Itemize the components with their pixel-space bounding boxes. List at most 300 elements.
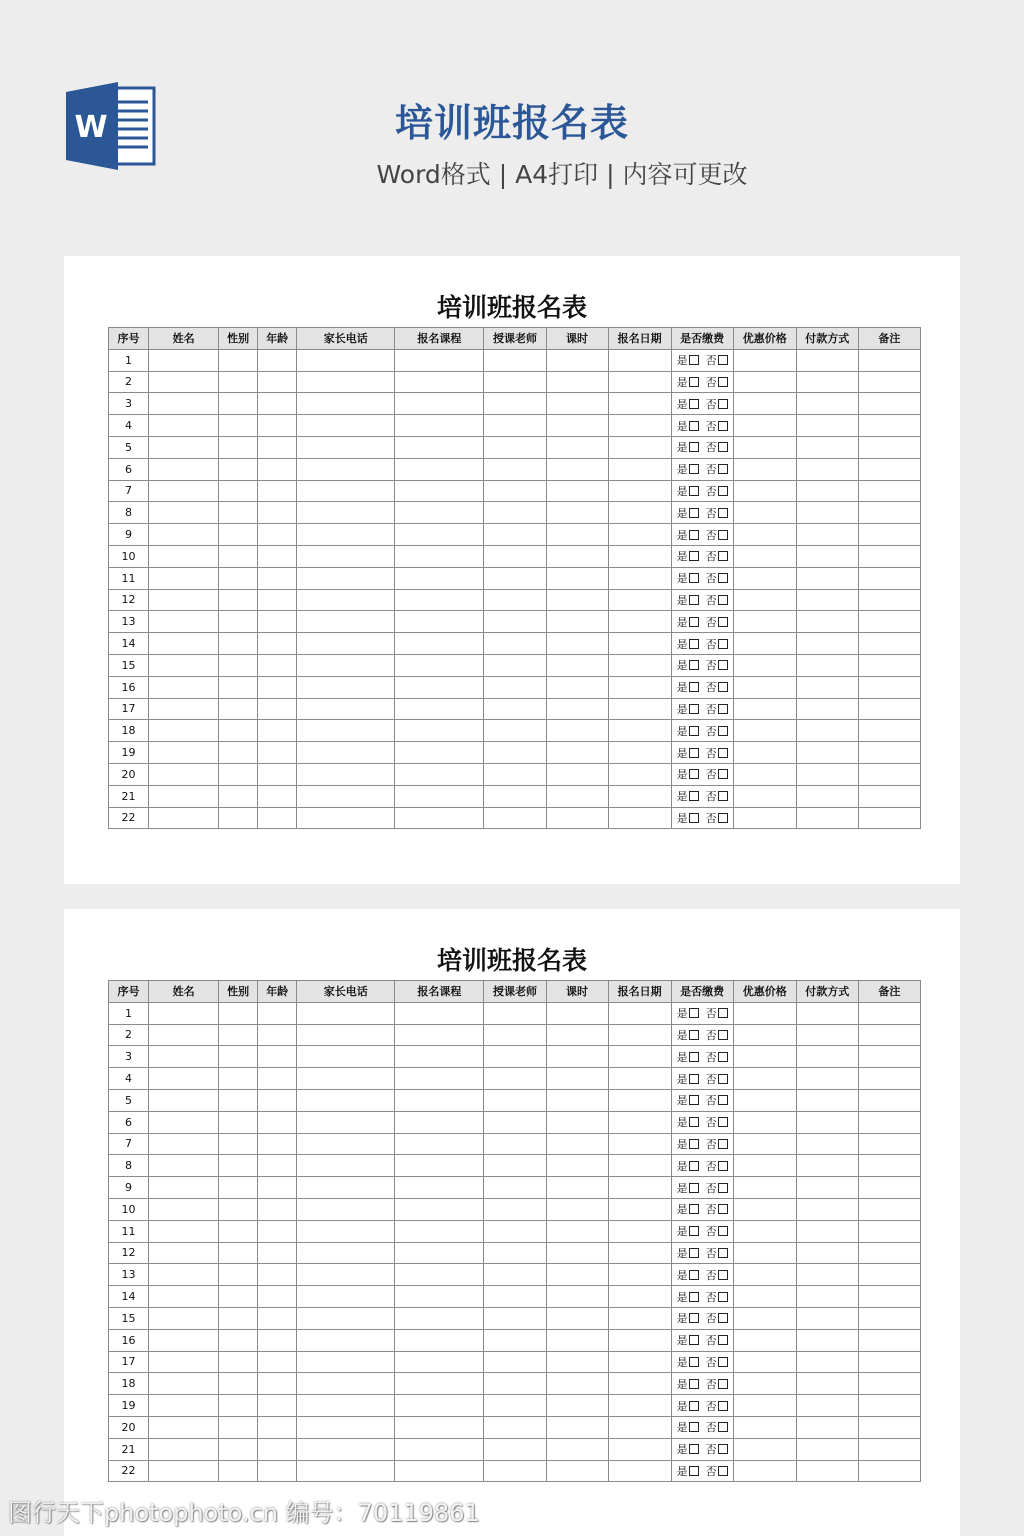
empty-cell[interactable]	[149, 545, 219, 567]
empty-cell[interactable]	[297, 1416, 395, 1438]
empty-cell[interactable]	[546, 1307, 608, 1329]
empty-cell[interactable]	[608, 436, 671, 458]
empty-cell[interactable]	[733, 1351, 796, 1373]
empty-cell[interactable]	[858, 1395, 920, 1417]
paid-yes-checkbox[interactable]	[689, 682, 699, 692]
empty-cell[interactable]	[395, 785, 484, 807]
paid-yes-checkbox[interactable]	[689, 1095, 699, 1105]
empty-cell[interactable]	[608, 1220, 671, 1242]
empty-cell[interactable]	[608, 415, 671, 437]
empty-cell[interactable]	[258, 545, 297, 567]
empty-cell[interactable]	[546, 524, 608, 546]
empty-cell[interactable]	[297, 1460, 395, 1482]
empty-cell[interactable]	[258, 1002, 297, 1024]
empty-cell[interactable]	[219, 1264, 258, 1286]
empty-cell[interactable]	[395, 1307, 484, 1329]
empty-cell[interactable]	[733, 1177, 796, 1199]
empty-cell[interactable]	[858, 589, 920, 611]
empty-cell[interactable]	[395, 807, 484, 829]
empty-cell[interactable]	[608, 698, 671, 720]
empty-cell[interactable]	[149, 1024, 219, 1046]
empty-cell[interactable]	[484, 1089, 546, 1111]
empty-cell[interactable]	[219, 393, 258, 415]
paid-yes-checkbox[interactable]	[689, 791, 699, 801]
empty-cell[interactable]	[219, 1438, 258, 1460]
paid-yes-checkbox[interactable]	[689, 464, 699, 474]
empty-cell[interactable]	[258, 415, 297, 437]
empty-cell[interactable]	[395, 1024, 484, 1046]
paid-yes-checkbox[interactable]	[689, 1183, 699, 1193]
empty-cell[interactable]	[297, 698, 395, 720]
empty-cell[interactable]	[149, 611, 219, 633]
empty-cell[interactable]	[395, 1220, 484, 1242]
empty-cell[interactable]	[608, 1089, 671, 1111]
empty-cell[interactable]	[733, 611, 796, 633]
paid-yes-checkbox[interactable]	[689, 573, 699, 583]
empty-cell[interactable]	[149, 415, 219, 437]
empty-cell[interactable]	[858, 785, 920, 807]
empty-cell[interactable]	[395, 742, 484, 764]
empty-cell[interactable]	[733, 524, 796, 546]
paid-no-checkbox[interactable]	[718, 1204, 728, 1214]
empty-cell[interactable]	[219, 1111, 258, 1133]
paid-no-checkbox[interactable]	[718, 1270, 728, 1280]
empty-cell[interactable]	[297, 1133, 395, 1155]
empty-cell[interactable]	[546, 1438, 608, 1460]
empty-cell[interactable]	[484, 785, 546, 807]
empty-cell[interactable]	[219, 415, 258, 437]
empty-cell[interactable]	[546, 393, 608, 415]
empty-cell[interactable]	[297, 458, 395, 480]
paid-no-checkbox[interactable]	[718, 1226, 728, 1236]
empty-cell[interactable]	[796, 371, 858, 393]
empty-cell[interactable]	[149, 807, 219, 829]
empty-cell[interactable]	[258, 1438, 297, 1460]
paid-yes-checkbox[interactable]	[689, 769, 699, 779]
empty-cell[interactable]	[733, 458, 796, 480]
empty-cell[interactable]	[297, 415, 395, 437]
empty-cell[interactable]	[484, 1264, 546, 1286]
empty-cell[interactable]	[546, 1155, 608, 1177]
empty-cell[interactable]	[297, 1351, 395, 1373]
empty-cell[interactable]	[297, 720, 395, 742]
empty-cell[interactable]	[796, 480, 858, 502]
empty-cell[interactable]	[733, 720, 796, 742]
empty-cell[interactable]	[149, 436, 219, 458]
empty-cell[interactable]	[733, 1002, 796, 1024]
empty-cell[interactable]	[858, 1111, 920, 1133]
empty-cell[interactable]	[149, 1198, 219, 1220]
empty-cell[interactable]	[297, 1395, 395, 1417]
empty-cell[interactable]	[858, 524, 920, 546]
empty-cell[interactable]	[395, 1155, 484, 1177]
empty-cell[interactable]	[858, 1351, 920, 1373]
empty-cell[interactable]	[258, 458, 297, 480]
empty-cell[interactable]	[484, 1438, 546, 1460]
empty-cell[interactable]	[733, 676, 796, 698]
paid-no-checkbox[interactable]	[718, 377, 728, 387]
empty-cell[interactable]	[258, 436, 297, 458]
empty-cell[interactable]	[796, 1416, 858, 1438]
paid-no-checkbox[interactable]	[718, 1052, 728, 1062]
paid-no-checkbox[interactable]	[718, 421, 728, 431]
empty-cell[interactable]	[608, 1046, 671, 1068]
paid-no-checkbox[interactable]	[718, 355, 728, 365]
empty-cell[interactable]	[395, 1329, 484, 1351]
empty-cell[interactable]	[796, 611, 858, 633]
paid-no-checkbox[interactable]	[718, 486, 728, 496]
paid-yes-checkbox[interactable]	[689, 421, 699, 431]
empty-cell[interactable]	[297, 589, 395, 611]
empty-cell[interactable]	[149, 1133, 219, 1155]
empty-cell[interactable]	[258, 1177, 297, 1199]
paid-no-checkbox[interactable]	[718, 1139, 728, 1149]
empty-cell[interactable]	[796, 1307, 858, 1329]
empty-cell[interactable]	[546, 1416, 608, 1438]
empty-cell[interactable]	[258, 1264, 297, 1286]
empty-cell[interactable]	[219, 633, 258, 655]
empty-cell[interactable]	[484, 1046, 546, 1068]
empty-cell[interactable]	[297, 1307, 395, 1329]
empty-cell[interactable]	[297, 1089, 395, 1111]
empty-cell[interactable]	[608, 545, 671, 567]
empty-cell[interactable]	[395, 415, 484, 437]
empty-cell[interactable]	[258, 742, 297, 764]
empty-cell[interactable]	[297, 1111, 395, 1133]
empty-cell[interactable]	[608, 1111, 671, 1133]
empty-cell[interactable]	[796, 1351, 858, 1373]
empty-cell[interactable]	[858, 1155, 920, 1177]
paid-no-checkbox[interactable]	[718, 813, 728, 823]
empty-cell[interactable]	[858, 349, 920, 371]
empty-cell[interactable]	[546, 545, 608, 567]
empty-cell[interactable]	[219, 1220, 258, 1242]
empty-cell[interactable]	[395, 545, 484, 567]
paid-no-checkbox[interactable]	[718, 1008, 728, 1018]
empty-cell[interactable]	[258, 676, 297, 698]
paid-no-checkbox[interactable]	[718, 1095, 728, 1105]
empty-cell[interactable]	[858, 1046, 920, 1068]
empty-cell[interactable]	[149, 589, 219, 611]
empty-cell[interactable]	[297, 1438, 395, 1460]
paid-yes-checkbox[interactable]	[689, 1204, 699, 1214]
paid-no-checkbox[interactable]	[718, 1292, 728, 1302]
empty-cell[interactable]	[149, 1111, 219, 1133]
paid-yes-checkbox[interactable]	[689, 377, 699, 387]
empty-cell[interactable]	[858, 654, 920, 676]
empty-cell[interactable]	[149, 654, 219, 676]
empty-cell[interactable]	[297, 1329, 395, 1351]
empty-cell[interactable]	[546, 1177, 608, 1199]
paid-no-checkbox[interactable]	[718, 1357, 728, 1367]
empty-cell[interactable]	[258, 1395, 297, 1417]
empty-cell[interactable]	[546, 1089, 608, 1111]
paid-no-checkbox[interactable]	[718, 748, 728, 758]
empty-cell[interactable]	[858, 415, 920, 437]
empty-cell[interactable]	[733, 1111, 796, 1133]
empty-cell[interactable]	[796, 567, 858, 589]
empty-cell[interactable]	[219, 1329, 258, 1351]
paid-yes-checkbox[interactable]	[689, 1466, 699, 1476]
empty-cell[interactable]	[149, 1395, 219, 1417]
empty-cell[interactable]	[858, 371, 920, 393]
paid-no-checkbox[interactable]	[718, 1422, 728, 1432]
empty-cell[interactable]	[796, 458, 858, 480]
empty-cell[interactable]	[858, 633, 920, 655]
empty-cell[interactable]	[258, 589, 297, 611]
empty-cell[interactable]	[733, 1395, 796, 1417]
empty-cell[interactable]	[258, 1460, 297, 1482]
empty-cell[interactable]	[796, 502, 858, 524]
empty-cell[interactable]	[796, 698, 858, 720]
empty-cell[interactable]	[796, 393, 858, 415]
paid-yes-checkbox[interactable]	[689, 1422, 699, 1432]
empty-cell[interactable]	[546, 480, 608, 502]
empty-cell[interactable]	[149, 1351, 219, 1373]
empty-cell[interactable]	[395, 720, 484, 742]
empty-cell[interactable]	[484, 654, 546, 676]
empty-cell[interactable]	[733, 480, 796, 502]
empty-cell[interactable]	[733, 1329, 796, 1351]
empty-cell[interactable]	[608, 502, 671, 524]
empty-cell[interactable]	[733, 1416, 796, 1438]
empty-cell[interactable]	[149, 1373, 219, 1395]
empty-cell[interactable]	[796, 1329, 858, 1351]
empty-cell[interactable]	[484, 1460, 546, 1482]
empty-cell[interactable]	[608, 1307, 671, 1329]
empty-cell[interactable]	[149, 458, 219, 480]
empty-cell[interactable]	[484, 524, 546, 546]
empty-cell[interactable]	[796, 1220, 858, 1242]
empty-cell[interactable]	[484, 633, 546, 655]
empty-cell[interactable]	[484, 1198, 546, 1220]
empty-cell[interactable]	[219, 611, 258, 633]
empty-cell[interactable]	[546, 633, 608, 655]
empty-cell[interactable]	[149, 1177, 219, 1199]
paid-no-checkbox[interactable]	[718, 1379, 728, 1389]
empty-cell[interactable]	[219, 567, 258, 589]
empty-cell[interactable]	[546, 1111, 608, 1133]
empty-cell[interactable]	[149, 1329, 219, 1351]
empty-cell[interactable]	[796, 1395, 858, 1417]
empty-cell[interactable]	[484, 720, 546, 742]
empty-cell[interactable]	[297, 1002, 395, 1024]
empty-cell[interactable]	[297, 1286, 395, 1308]
paid-no-checkbox[interactable]	[718, 726, 728, 736]
empty-cell[interactable]	[149, 1089, 219, 1111]
paid-yes-checkbox[interactable]	[689, 748, 699, 758]
empty-cell[interactable]	[796, 1089, 858, 1111]
empty-cell[interactable]	[149, 1002, 219, 1024]
empty-cell[interactable]	[395, 654, 484, 676]
empty-cell[interactable]	[297, 1373, 395, 1395]
empty-cell[interactable]	[484, 436, 546, 458]
empty-cell[interactable]	[484, 1395, 546, 1417]
empty-cell[interactable]	[258, 371, 297, 393]
empty-cell[interactable]	[395, 1089, 484, 1111]
paid-no-checkbox[interactable]	[718, 551, 728, 561]
empty-cell[interactable]	[219, 742, 258, 764]
empty-cell[interactable]	[258, 502, 297, 524]
empty-cell[interactable]	[546, 1286, 608, 1308]
empty-cell[interactable]	[858, 1264, 920, 1286]
empty-cell[interactable]	[149, 1416, 219, 1438]
empty-cell[interactable]	[608, 1373, 671, 1395]
empty-cell[interactable]	[733, 1242, 796, 1264]
empty-cell[interactable]	[219, 436, 258, 458]
empty-cell[interactable]	[733, 349, 796, 371]
empty-cell[interactable]	[484, 545, 546, 567]
empty-cell[interactable]	[258, 1351, 297, 1373]
empty-cell[interactable]	[395, 1286, 484, 1308]
paid-no-checkbox[interactable]	[718, 442, 728, 452]
empty-cell[interactable]	[219, 654, 258, 676]
empty-cell[interactable]	[258, 1198, 297, 1220]
empty-cell[interactable]	[149, 502, 219, 524]
empty-cell[interactable]	[733, 1024, 796, 1046]
paid-yes-checkbox[interactable]	[689, 355, 699, 365]
empty-cell[interactable]	[484, 1242, 546, 1264]
empty-cell[interactable]	[219, 698, 258, 720]
empty-cell[interactable]	[546, 742, 608, 764]
empty-cell[interactable]	[395, 1002, 484, 1024]
empty-cell[interactable]	[608, 480, 671, 502]
empty-cell[interactable]	[733, 1155, 796, 1177]
empty-cell[interactable]	[608, 1351, 671, 1373]
empty-cell[interactable]	[546, 1264, 608, 1286]
empty-cell[interactable]	[297, 436, 395, 458]
paid-yes-checkbox[interactable]	[689, 1313, 699, 1323]
empty-cell[interactable]	[484, 480, 546, 502]
empty-cell[interactable]	[258, 524, 297, 546]
empty-cell[interactable]	[733, 502, 796, 524]
empty-cell[interactable]	[258, 1329, 297, 1351]
empty-cell[interactable]	[484, 1068, 546, 1090]
empty-cell[interactable]	[733, 633, 796, 655]
empty-cell[interactable]	[395, 458, 484, 480]
empty-cell[interactable]	[297, 1198, 395, 1220]
empty-cell[interactable]	[796, 1068, 858, 1090]
empty-cell[interactable]	[608, 1329, 671, 1351]
empty-cell[interactable]	[149, 1068, 219, 1090]
paid-yes-checkbox[interactable]	[689, 1357, 699, 1367]
empty-cell[interactable]	[219, 349, 258, 371]
empty-cell[interactable]	[484, 349, 546, 371]
paid-no-checkbox[interactable]	[718, 769, 728, 779]
empty-cell[interactable]	[796, 633, 858, 655]
empty-cell[interactable]	[149, 1286, 219, 1308]
empty-cell[interactable]	[297, 763, 395, 785]
empty-cell[interactable]	[546, 371, 608, 393]
empty-cell[interactable]	[733, 785, 796, 807]
empty-cell[interactable]	[796, 415, 858, 437]
empty-cell[interactable]	[219, 676, 258, 698]
empty-cell[interactable]	[395, 1068, 484, 1090]
empty-cell[interactable]	[484, 1155, 546, 1177]
empty-cell[interactable]	[219, 1089, 258, 1111]
empty-cell[interactable]	[733, 1220, 796, 1242]
empty-cell[interactable]	[484, 393, 546, 415]
empty-cell[interactable]	[484, 1002, 546, 1024]
empty-cell[interactable]	[546, 1329, 608, 1351]
empty-cell[interactable]	[219, 785, 258, 807]
paid-no-checkbox[interactable]	[718, 573, 728, 583]
empty-cell[interactable]	[395, 567, 484, 589]
empty-cell[interactable]	[858, 393, 920, 415]
empty-cell[interactable]	[733, 807, 796, 829]
paid-no-checkbox[interactable]	[718, 399, 728, 409]
empty-cell[interactable]	[858, 1416, 920, 1438]
empty-cell[interactable]	[546, 436, 608, 458]
empty-cell[interactable]	[608, 589, 671, 611]
empty-cell[interactable]	[219, 502, 258, 524]
paid-no-checkbox[interactable]	[718, 617, 728, 627]
empty-cell[interactable]	[219, 1242, 258, 1264]
empty-cell[interactable]	[297, 480, 395, 502]
empty-cell[interactable]	[796, 1024, 858, 1046]
empty-cell[interactable]	[149, 742, 219, 764]
empty-cell[interactable]	[258, 1111, 297, 1133]
empty-cell[interactable]	[546, 1395, 608, 1417]
empty-cell[interactable]	[484, 415, 546, 437]
empty-cell[interactable]	[219, 480, 258, 502]
empty-cell[interactable]	[149, 676, 219, 698]
empty-cell[interactable]	[219, 1395, 258, 1417]
empty-cell[interactable]	[258, 785, 297, 807]
empty-cell[interactable]	[149, 1220, 219, 1242]
empty-cell[interactable]	[219, 371, 258, 393]
empty-cell[interactable]	[219, 1046, 258, 1068]
empty-cell[interactable]	[149, 720, 219, 742]
empty-cell[interactable]	[219, 807, 258, 829]
empty-cell[interactable]	[796, 349, 858, 371]
empty-cell[interactable]	[297, 1242, 395, 1264]
empty-cell[interactable]	[258, 1307, 297, 1329]
empty-cell[interactable]	[258, 1373, 297, 1395]
empty-cell[interactable]	[608, 393, 671, 415]
paid-no-checkbox[interactable]	[718, 1313, 728, 1323]
empty-cell[interactable]	[858, 1002, 920, 1024]
empty-cell[interactable]	[796, 676, 858, 698]
empty-cell[interactable]	[858, 480, 920, 502]
empty-cell[interactable]	[297, 1264, 395, 1286]
empty-cell[interactable]	[395, 1438, 484, 1460]
empty-cell[interactable]	[395, 676, 484, 698]
empty-cell[interactable]	[395, 1133, 484, 1155]
empty-cell[interactable]	[858, 1460, 920, 1482]
empty-cell[interactable]	[796, 1373, 858, 1395]
empty-cell[interactable]	[297, 742, 395, 764]
empty-cell[interactable]	[733, 1133, 796, 1155]
empty-cell[interactable]	[258, 1416, 297, 1438]
empty-cell[interactable]	[858, 1307, 920, 1329]
empty-cell[interactable]	[297, 545, 395, 567]
empty-cell[interactable]	[258, 1155, 297, 1177]
paid-no-checkbox[interactable]	[718, 791, 728, 801]
empty-cell[interactable]	[219, 1307, 258, 1329]
empty-cell[interactable]	[258, 567, 297, 589]
empty-cell[interactable]	[796, 1460, 858, 1482]
empty-cell[interactable]	[297, 611, 395, 633]
empty-cell[interactable]	[258, 698, 297, 720]
empty-cell[interactable]	[149, 524, 219, 546]
empty-cell[interactable]	[796, 763, 858, 785]
empty-cell[interactable]	[546, 1460, 608, 1482]
empty-cell[interactable]	[608, 1395, 671, 1417]
empty-cell[interactable]	[608, 763, 671, 785]
empty-cell[interactable]	[395, 1177, 484, 1199]
empty-cell[interactable]	[858, 742, 920, 764]
